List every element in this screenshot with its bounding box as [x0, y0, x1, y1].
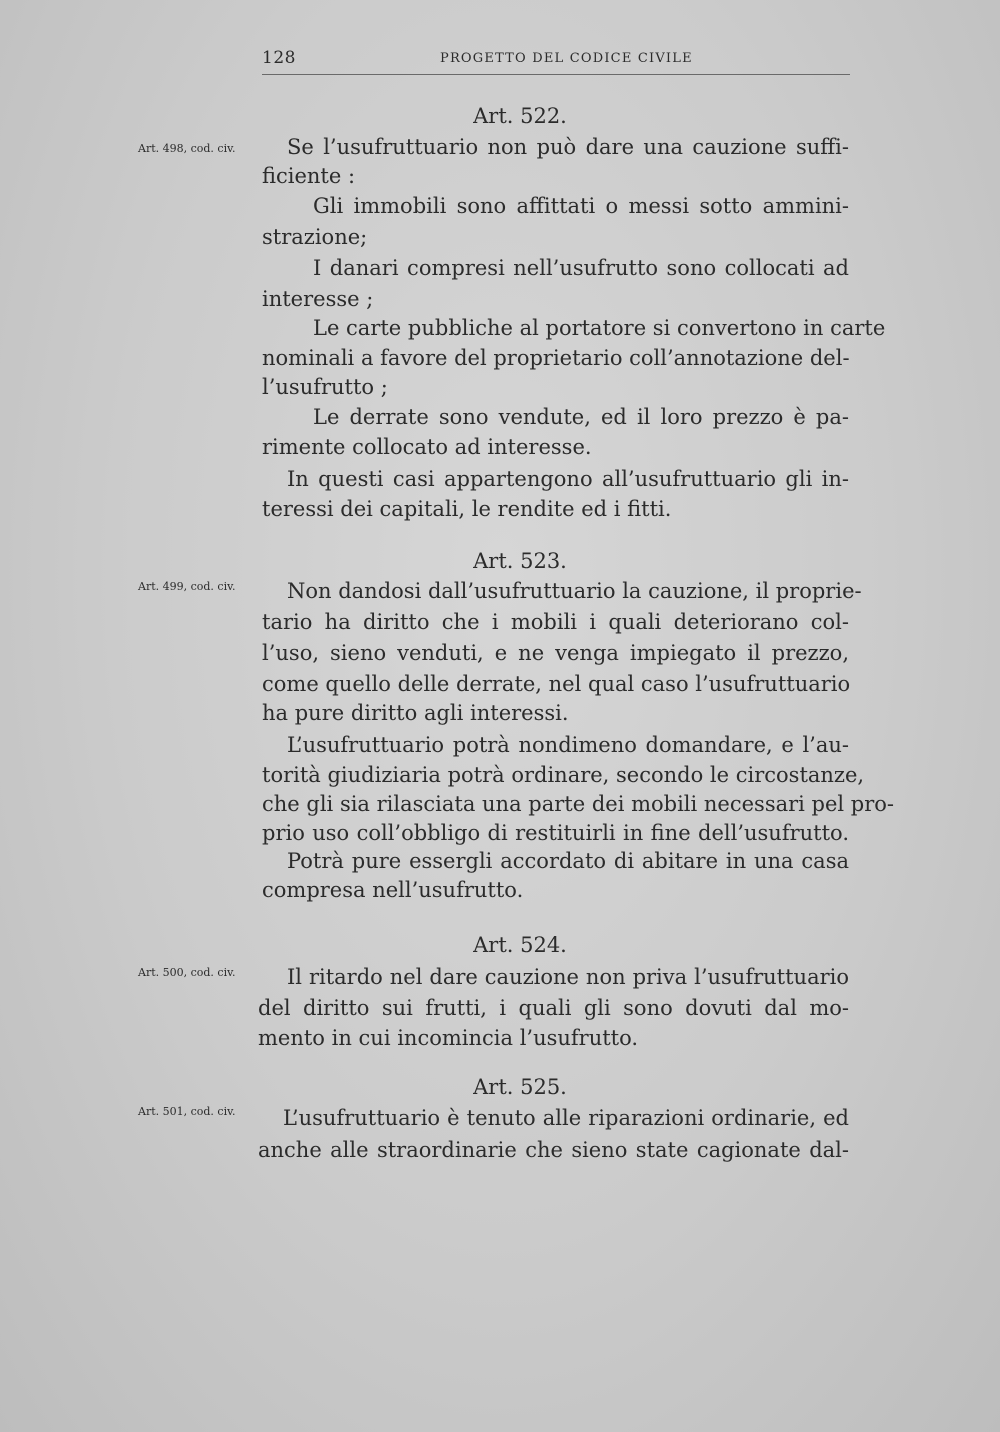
text-line: che gli sia rilasciata una parte dei mobili necessari pel pro- — [262, 792, 895, 816]
margin-reference: Art. 500, cod. civ. — [138, 966, 236, 979]
text-line: come quello delle derrate, nel qual caso l’usufruttuario — [262, 672, 851, 696]
text-line: Il ritardo nel dare cauzione non priva l’usufruttuario — [287, 965, 849, 989]
text-line: Se l’usufruttuario non può dare una cauzione suffi- — [287, 135, 849, 159]
text-line: compresa nell’usufrutto. — [262, 878, 524, 902]
text-line: prio uso coll’obbligo di restituirli in fine dell’usufrutto. — [262, 821, 849, 845]
text-line: In questi casi appartengono all’usufruttuario gli in- — [287, 467, 849, 491]
margin-reference: Art. 501, cod. civ. — [138, 1105, 236, 1118]
text-line: Le derrate sono vendute, ed il loro prezzo è pa- — [313, 405, 849, 429]
text-line: strazione; — [262, 225, 368, 249]
text-line: torità giudiziaria potrà ordinare, secondo le circostanze, — [262, 763, 865, 787]
text-line: Le carte pubbliche al portatore si convertono in carte — [313, 316, 886, 340]
page-number: 128 — [262, 48, 296, 68]
article-heading: Art. 525. — [473, 1075, 567, 1099]
article-heading: Art. 524. — [473, 933, 567, 957]
text-line: l’uso, sieno venduti, e ne venga impiegato il prezzo, — [262, 641, 849, 665]
running-title: PROGETTO DEL CODICE CIVILE — [440, 51, 693, 66]
text-line: del diritto sui frutti, i quali gli sono dovuti dal mo- — [258, 996, 849, 1020]
text-line: rimente collocato ad interesse. — [262, 435, 592, 459]
text-line: l’usufrutto ; — [262, 375, 388, 399]
text-line: mento in cui incomincia l’usufrutto. — [258, 1026, 639, 1050]
margin-reference: Art. 499, cod. civ. — [138, 580, 236, 593]
text-line: Non dandosi dall’usufruttuario la cauzione, il proprie- — [287, 579, 862, 603]
page-header — [262, 48, 850, 75]
text-line: L’usufruttuario è tenuto alle riparazioni ordinarie, ed — [283, 1106, 849, 1130]
text-line: tario ha diritto che i mobili i quali deteriorano col- — [262, 610, 849, 634]
margin-reference: Art. 498, cod. civ. — [138, 142, 236, 155]
text-line: teressi dei capitali, le rendite ed i fitti. — [262, 497, 672, 521]
article-heading: Art. 523. — [473, 549, 567, 573]
text-line: anche alle straordinarie che sieno state cagionate dal- — [258, 1138, 849, 1162]
text-line: I danari compresi nell’usufrutto sono collocati ad — [313, 256, 849, 280]
article-heading: Art. 522. — [473, 104, 567, 128]
text-line: Gli immobili sono affittati o messi sotto ammini- — [313, 194, 849, 218]
text-line: ficiente : — [262, 164, 356, 188]
text-line: L’usufruttuario potrà nondimeno domandare, e l’au- — [287, 733, 849, 757]
text-line: ha pure diritto agli interessi. — [262, 701, 569, 725]
text-line: interesse ; — [262, 287, 374, 311]
text-line: Potrà pure essergli accordato di abitare in una casa — [287, 849, 849, 873]
text-line: nominali a favore del proprietario coll’annotazione del- — [262, 346, 850, 370]
